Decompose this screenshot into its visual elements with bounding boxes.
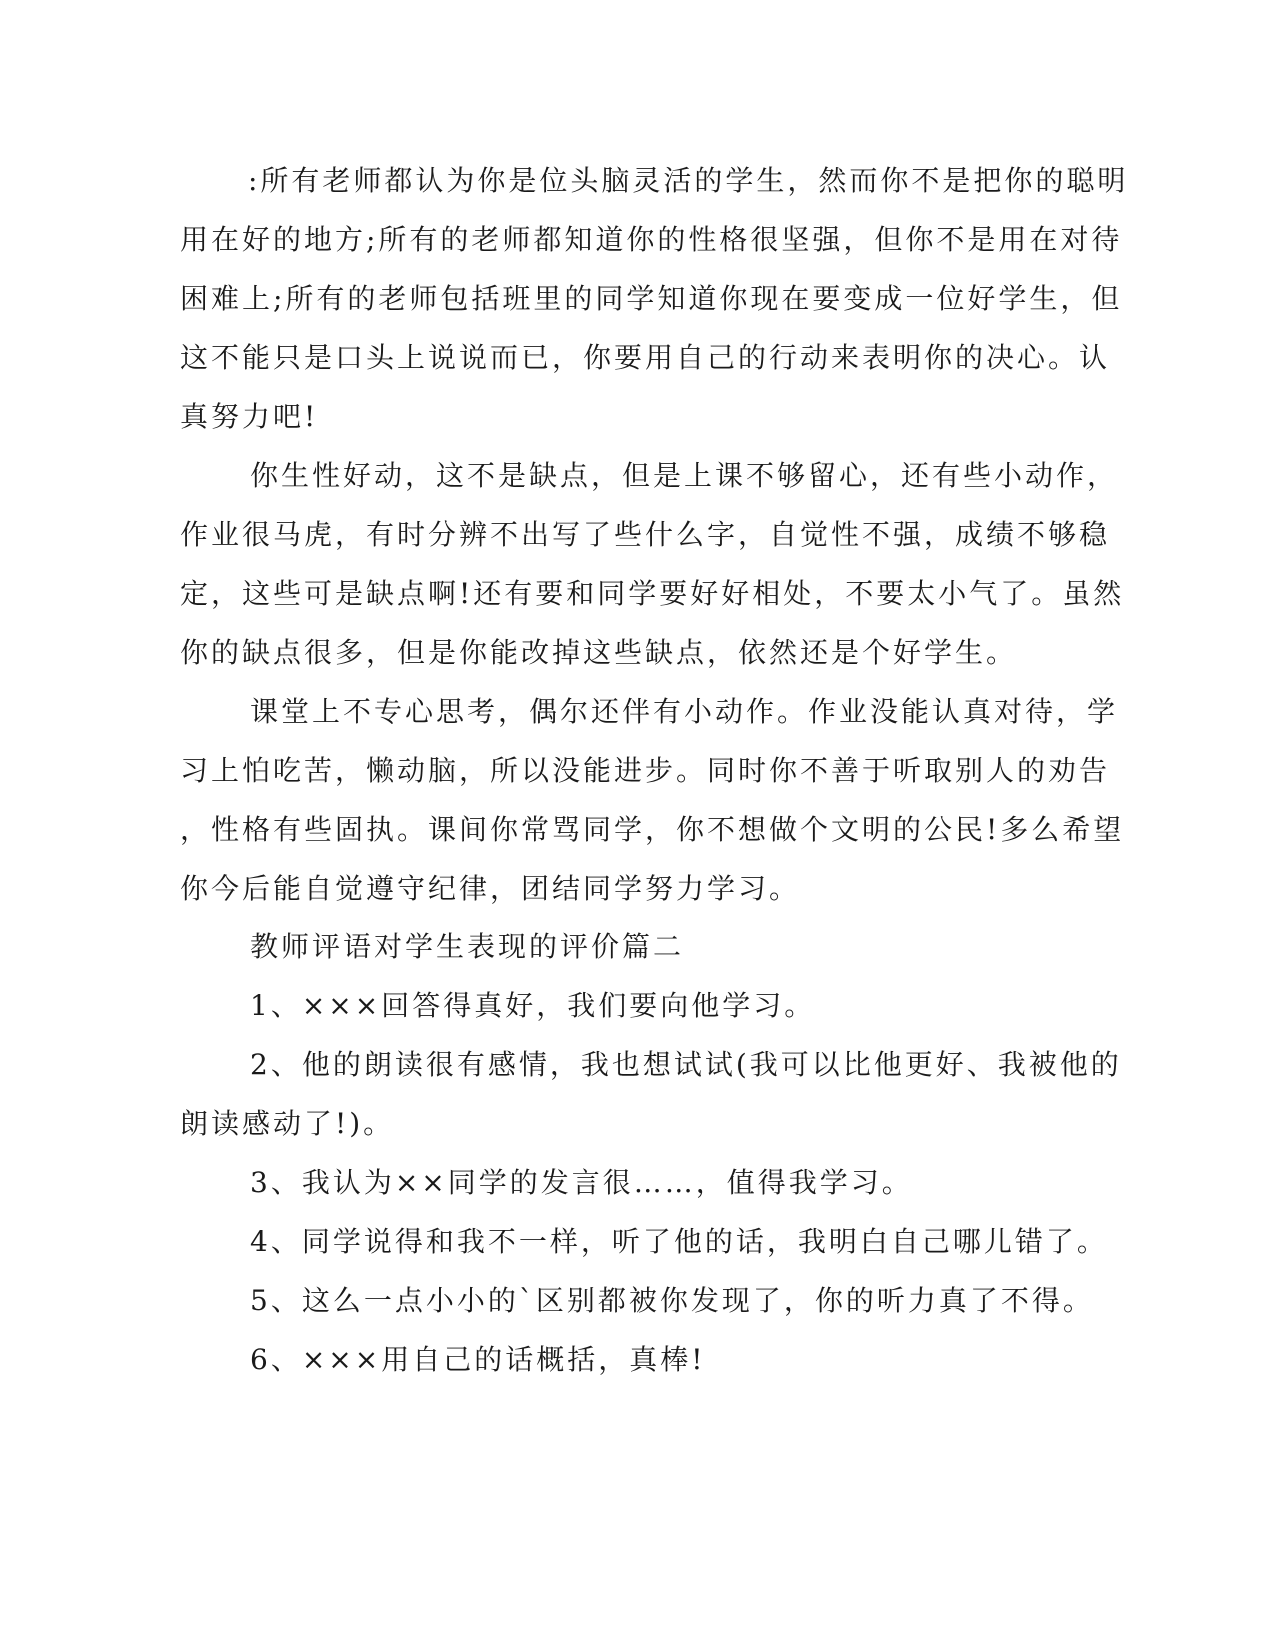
section-heading: 教师评语对学生表现的评价篇二 [250, 930, 685, 963]
text-line: 习上怕吃苦，懒动脑，所以没能进步。同时你不善于听取别人的劝告 [180, 754, 1111, 787]
list-item: 4、同学说得和我不一样，听了他的话，我明白自己哪儿错了。 [250, 1225, 1108, 1258]
text-line: 真努力吧! [180, 400, 319, 433]
text-line: 作业很马虎，有时分辨不出写了些什么字，自觉性不强，成绩不够稳 [180, 518, 1111, 551]
text-line: 定，这些可是缺点啊!还有要和同学要好好相处，不要太小气了。虽然 [180, 577, 1125, 610]
text-line: 你今后能自觉遵守纪律，团结同学努力学习。 [180, 872, 801, 905]
text-line: 用在好的地方;所有的老师都知道你的性格很坚强，但你不是用在对待 [180, 223, 1123, 256]
text-line: 课堂上不专心思考，偶尔还伴有小动作。作业没能认真对待，学 [250, 695, 1119, 728]
list-item: 1、×××回答得真好，我们要向他学习。 [250, 989, 816, 1022]
list-item: 5、这么一点小小的`区别都被你发现了，你的听力真了不得。 [250, 1284, 1094, 1317]
text-line: 你的缺点很多，但是你能改掉这些缺点，依然还是个好学生。 [180, 636, 1018, 669]
text-line: 困难上;所有的老师包括班里的同学知道你现在要变成一位好学生，但 [180, 282, 1123, 315]
list-item-continuation: 朗读感动了!)。 [180, 1107, 395, 1140]
list-item: 6、×××用自己的话概括，真棒! [250, 1343, 706, 1376]
list-item: 3、我认为××同学的发言很……，值得我学习。 [250, 1166, 913, 1199]
text-line: 你生性好动，这不是缺点，但是上课不够留心，还有些小动作， [250, 459, 1119, 492]
text-line: :所有老师都认为你是位头脑灵活的学生，然而你不是把你的聪明 [248, 164, 1129, 197]
text-line: ，性格有些固执。课间你常骂同学，你不想做个文明的公民!多么希望 [180, 813, 1125, 846]
list-item: 2、他的朗读很有感情，我也想试试(我可以比他更好、我被他的 [250, 1048, 1122, 1081]
text-line: 这不能只是口头上说说而已，你要用自己的行动来表明你的决心。认 [180, 341, 1111, 374]
